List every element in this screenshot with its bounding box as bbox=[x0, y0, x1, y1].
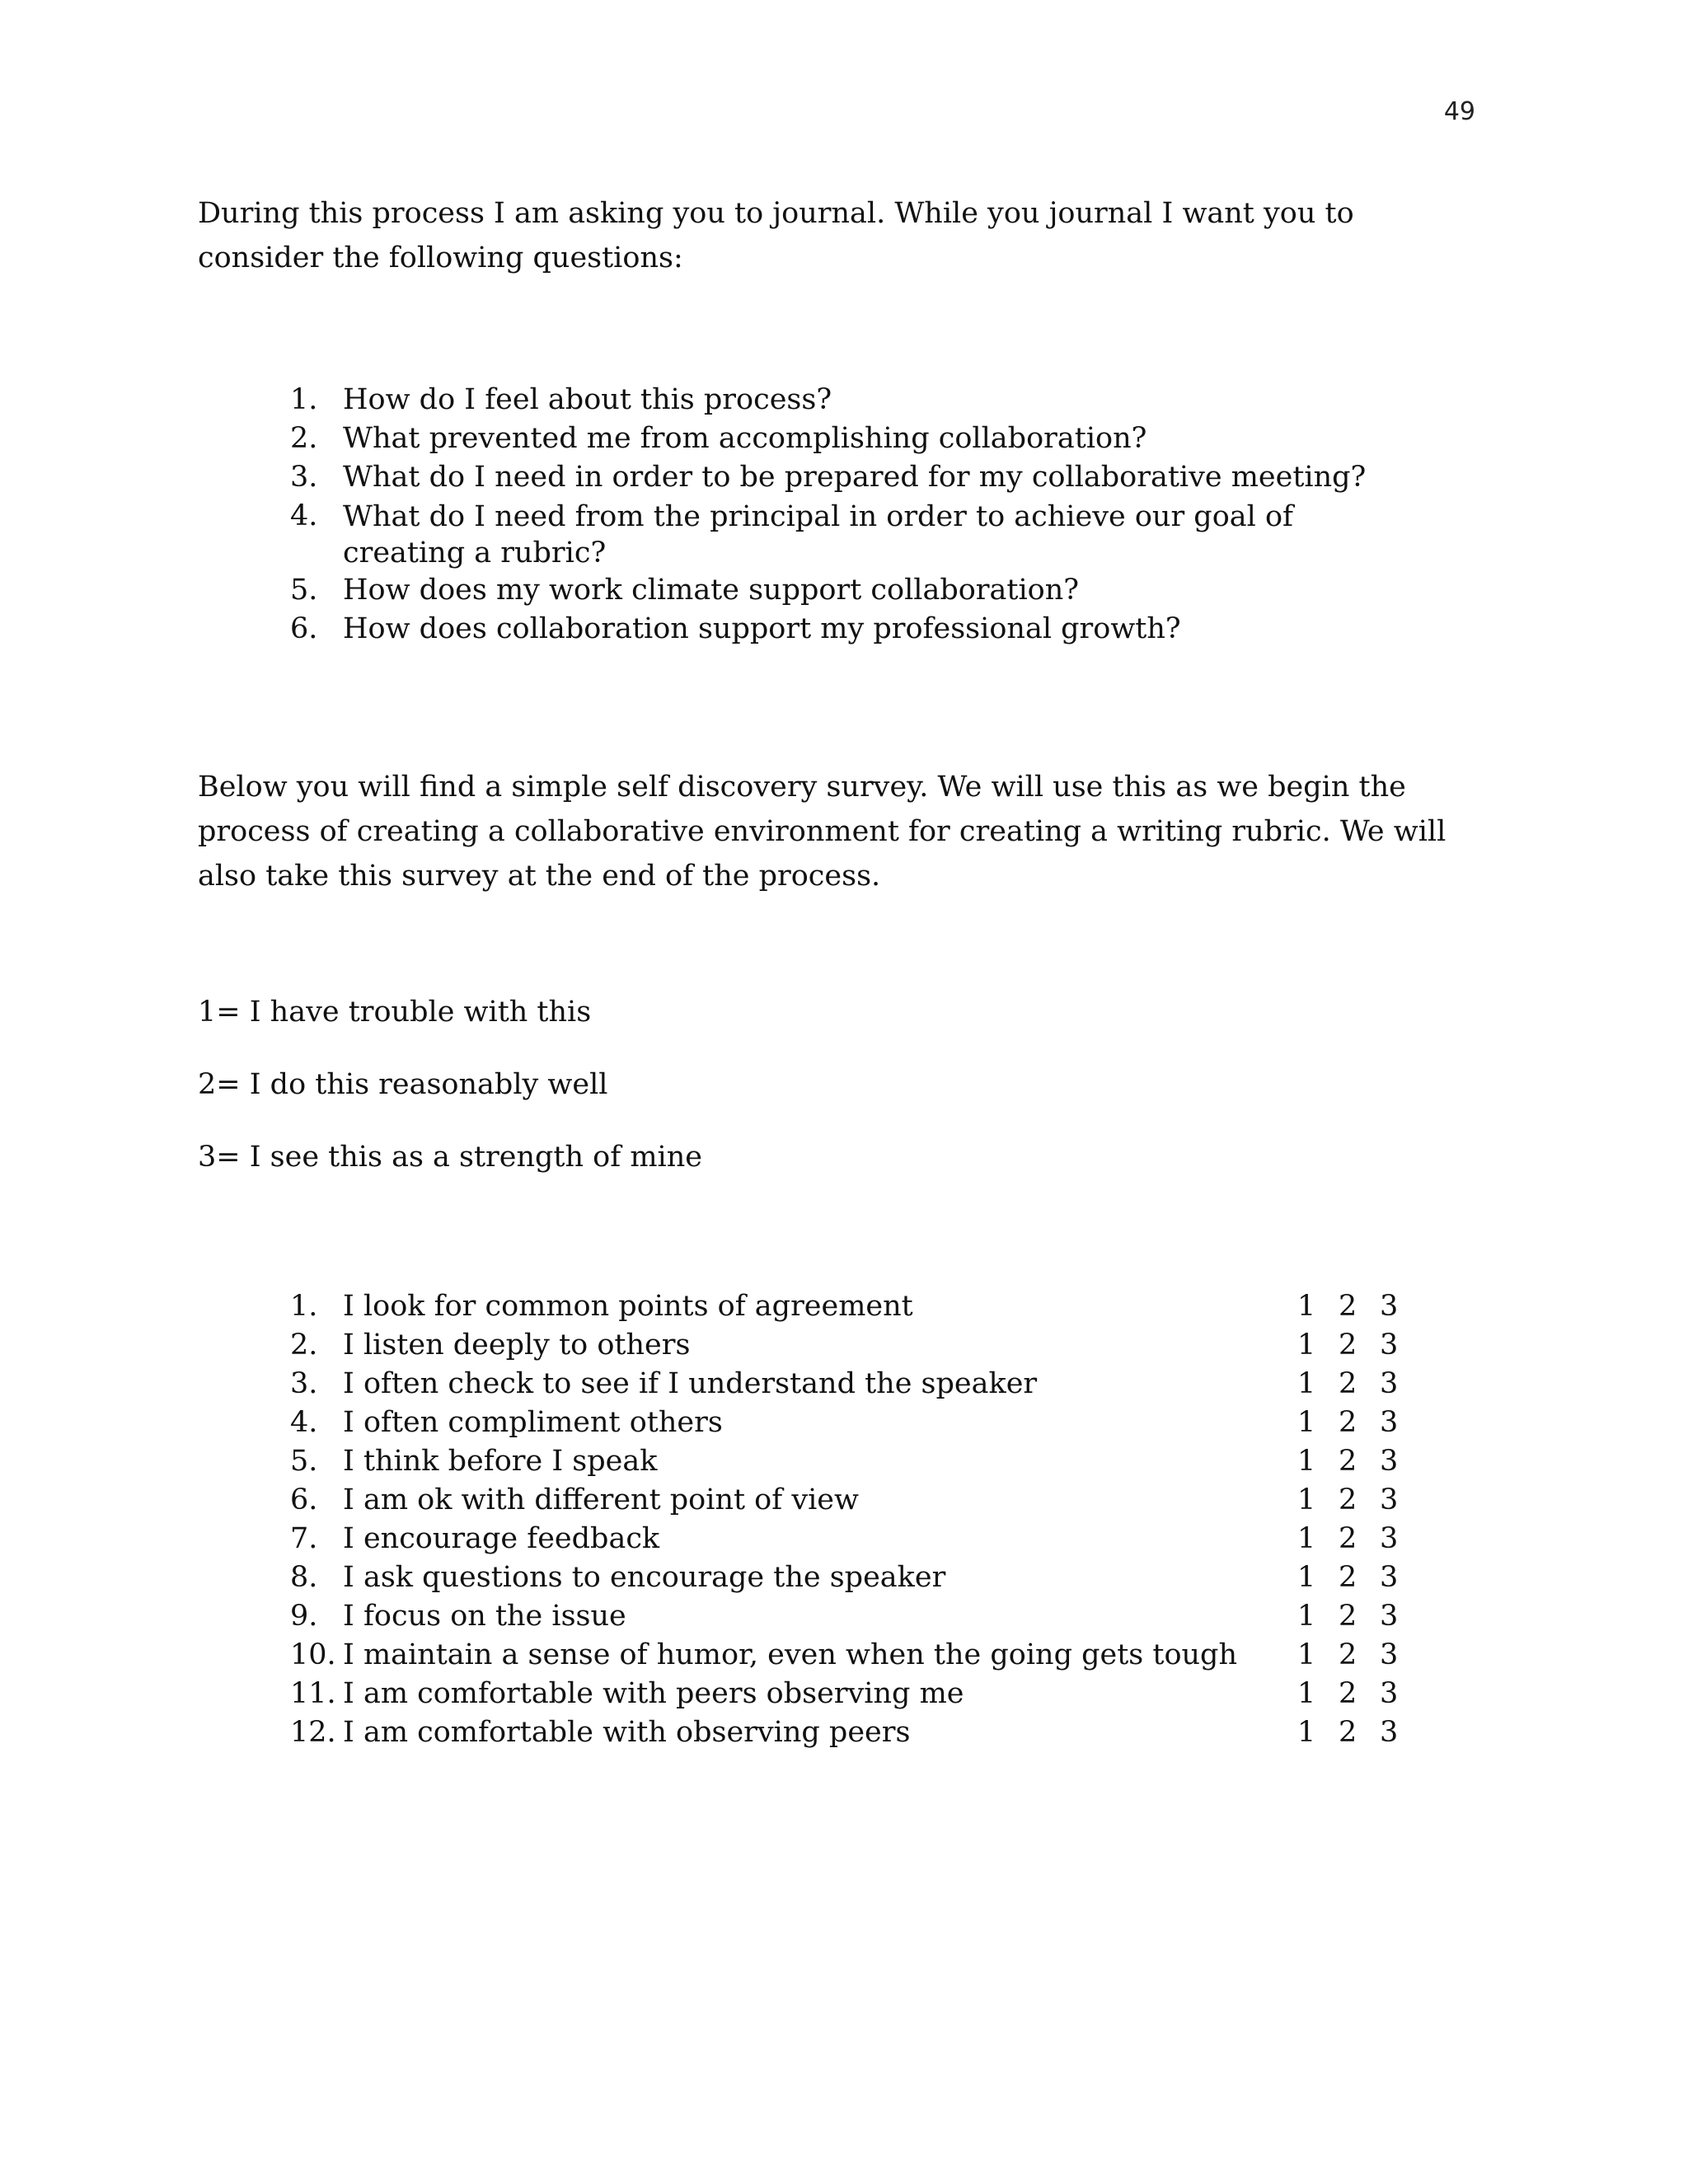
item-text: I ask questions to encourage the speaker bbox=[343, 1561, 946, 1594]
list-item bbox=[290, 571, 1444, 610]
item-number: 4. bbox=[290, 1406, 318, 1439]
item-text: How do I feel about this process? bbox=[343, 383, 832, 416]
item-text: I am comfortable with observing peers bbox=[343, 1716, 911, 1749]
rating-option-3[interactable]: 3 bbox=[1380, 1522, 1399, 1555]
item-text: I encourage feedback bbox=[343, 1522, 660, 1555]
item-number: 2. bbox=[290, 1329, 318, 1361]
item-number: 6. bbox=[290, 1483, 318, 1516]
rating-option-1[interactable]: 1 bbox=[1297, 1600, 1316, 1633]
rating-option-1[interactable]: 1 bbox=[1297, 1677, 1316, 1710]
survey-row bbox=[290, 1365, 1411, 1404]
survey-row bbox=[290, 1404, 1411, 1442]
item-text: I look for common points of agreement bbox=[343, 1290, 913, 1323]
rating-option-3[interactable]: 3 bbox=[1380, 1483, 1399, 1516]
rating-option-1[interactable]: 1 bbox=[1297, 1406, 1316, 1439]
item-number: 5. bbox=[290, 574, 318, 607]
item-text: What do I need from the principal in order to achieve our goal of creating a rubric? bbox=[343, 500, 1293, 569]
page-number: 49 bbox=[1443, 97, 1475, 126]
rating-option-3[interactable]: 3 bbox=[1380, 1677, 1399, 1710]
rating-option-3[interactable]: 3 bbox=[1380, 1329, 1399, 1361]
item-number: 1. bbox=[290, 1290, 318, 1323]
item-number: 1. bbox=[290, 383, 318, 416]
rating-option-1[interactable]: 1 bbox=[1297, 1483, 1316, 1516]
item-text: How does collaboration support my professional growth? bbox=[343, 612, 1181, 645]
item-number: 3. bbox=[290, 461, 318, 494]
item-number: 9. bbox=[290, 1600, 318, 1633]
rating-option-2[interactable]: 2 bbox=[1339, 1600, 1357, 1633]
scale-legend-3: 3= I see this as a strength of mine bbox=[198, 1141, 702, 1174]
survey-row bbox=[290, 1675, 1411, 1713]
rating-option-1[interactable]: 1 bbox=[1297, 1561, 1316, 1594]
rating-option-3[interactable]: 3 bbox=[1380, 1406, 1399, 1439]
rating-option-1[interactable]: 1 bbox=[1297, 1290, 1316, 1323]
survey-row bbox=[290, 1520, 1411, 1558]
list-item bbox=[290, 458, 1444, 497]
rating-option-2[interactable]: 2 bbox=[1339, 1329, 1357, 1361]
item-number: 7. bbox=[290, 1522, 318, 1555]
rating-option-3[interactable]: 3 bbox=[1380, 1290, 1399, 1323]
item-number: 5. bbox=[290, 1445, 318, 1478]
list-item bbox=[290, 497, 1444, 571]
rating-option-3[interactable]: 3 bbox=[1380, 1600, 1399, 1633]
item-text: What prevented me from accomplishing collaboration? bbox=[343, 422, 1147, 455]
item-number: 12. bbox=[290, 1716, 336, 1749]
rating-option-1[interactable]: 1 bbox=[1297, 1522, 1316, 1555]
survey-row bbox=[290, 1597, 1411, 1636]
rating-option-2[interactable]: 2 bbox=[1339, 1561, 1357, 1594]
item-text: What do I need in order to be prepared for my collaborative meeting? bbox=[343, 461, 1367, 494]
rating-option-2[interactable]: 2 bbox=[1339, 1677, 1357, 1710]
item-number: 11. bbox=[290, 1677, 336, 1710]
list-item bbox=[290, 419, 1444, 458]
list-item bbox=[290, 610, 1444, 649]
rating-option-1[interactable]: 1 bbox=[1297, 1716, 1316, 1749]
item-number: 6. bbox=[290, 612, 318, 645]
item-text: I focus on the issue bbox=[343, 1600, 626, 1633]
item-text: I think before I speak bbox=[343, 1445, 658, 1478]
item-number: 3. bbox=[290, 1367, 318, 1400]
rating-option-2[interactable]: 2 bbox=[1339, 1406, 1357, 1439]
rating-option-3[interactable]: 3 bbox=[1380, 1716, 1399, 1749]
item-text: I am ok with different point of view bbox=[343, 1483, 859, 1516]
item-text: I often compliment others bbox=[343, 1406, 723, 1439]
rating-option-3[interactable]: 3 bbox=[1380, 1561, 1399, 1594]
survey-row bbox=[290, 1481, 1411, 1520]
survey-row bbox=[290, 1442, 1411, 1481]
survey-intro-paragraph: Below you will find a simple self discovery survey. We will use this as we begin the process of creating a collaborative environment for creating a writing rubric. We will also take this survey at the end of the process. bbox=[198, 771, 1447, 893]
rating-option-1[interactable]: 1 bbox=[1297, 1445, 1316, 1478]
list-item bbox=[290, 381, 1444, 419]
item-number: 4. bbox=[290, 499, 318, 532]
intro-paragraph: During this process I am asking you to journal. While you journal I want you to consider the following questions: bbox=[198, 197, 1354, 274]
survey-row bbox=[290, 1326, 1411, 1365]
rating-option-3[interactable]: 3 bbox=[1380, 1638, 1399, 1671]
rating-option-3[interactable]: 3 bbox=[1380, 1445, 1399, 1478]
survey-row bbox=[290, 1287, 1411, 1326]
rating-option-2[interactable]: 2 bbox=[1339, 1367, 1357, 1400]
rating-option-2[interactable]: 2 bbox=[1339, 1290, 1357, 1323]
scale-legend-1: 1= I have trouble with this bbox=[198, 996, 592, 1029]
survey-list bbox=[290, 1287, 1411, 1752]
item-number: 10. bbox=[290, 1638, 336, 1671]
rating-option-3[interactable]: 3 bbox=[1380, 1367, 1399, 1400]
journal-questions-list bbox=[290, 381, 1444, 649]
rating-option-1[interactable]: 1 bbox=[1297, 1638, 1316, 1671]
rating-option-1[interactable]: 1 bbox=[1297, 1329, 1316, 1361]
item-text: I am comfortable with peers observing me bbox=[343, 1677, 964, 1710]
rating-option-2[interactable]: 2 bbox=[1339, 1483, 1357, 1516]
item-number: 2. bbox=[290, 422, 318, 455]
rating-option-2[interactable]: 2 bbox=[1339, 1445, 1357, 1478]
survey-row bbox=[290, 1558, 1411, 1597]
item-text: How does my work climate support collaboration? bbox=[343, 574, 1080, 607]
item-number: 8. bbox=[290, 1561, 318, 1594]
scale-legend-2: 2= I do this reasonably well bbox=[198, 1068, 608, 1101]
survey-row bbox=[290, 1713, 1411, 1752]
rating-option-2[interactable]: 2 bbox=[1339, 1638, 1357, 1671]
item-text: I often check to see if I understand the speaker bbox=[343, 1367, 1038, 1400]
rating-option-1[interactable]: 1 bbox=[1297, 1367, 1316, 1400]
item-text: I maintain a sense of humor, even when the going gets tough bbox=[343, 1638, 1237, 1671]
item-text: I listen deeply to others bbox=[343, 1329, 691, 1361]
rating-option-2[interactable]: 2 bbox=[1339, 1716, 1357, 1749]
rating-option-2[interactable]: 2 bbox=[1339, 1522, 1357, 1555]
survey-row bbox=[290, 1636, 1411, 1675]
